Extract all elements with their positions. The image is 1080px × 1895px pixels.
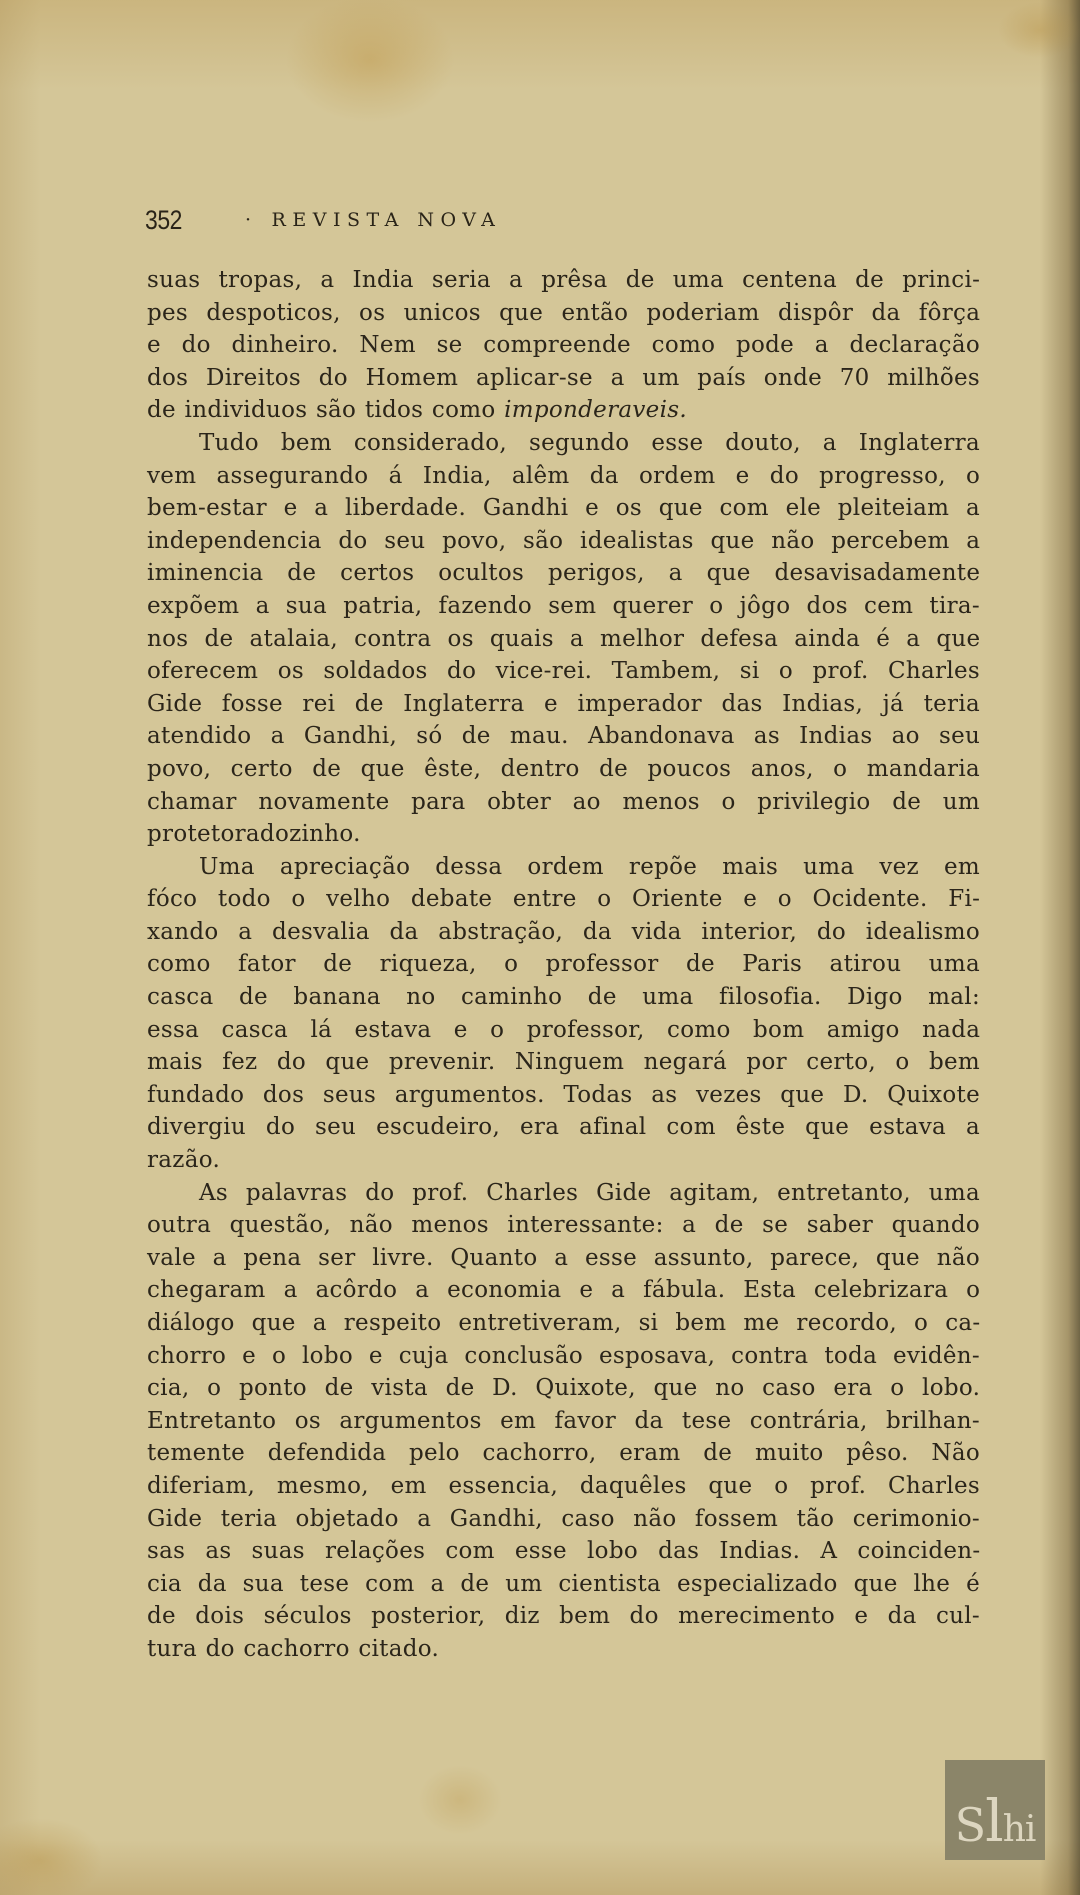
journal-title-text: REVISTA NOVA — [271, 209, 502, 231]
logo-letter-s: S — [954, 1798, 986, 1852]
text-line: outra questão, não menos interessante: a de se saber quando — [147, 1212, 980, 1239]
text-line: diálogo que a respeito entretiveram, si bem me recordo, o ca- — [147, 1310, 981, 1336]
running-header — [145, 205, 985, 241]
text-line: Gide fosse rei de Inglaterra e imperador das Indias, já teria — [147, 690, 980, 717]
text-line: temente defendida pelo cachorro, eram de muito pêso. Não — [147, 1440, 980, 1467]
text-line: essa casca lá estava e o professor, como bom amigo nada — [147, 1016, 981, 1043]
text-line: casca de banana no caminho de uma filosofia. Digo mal: — [147, 984, 980, 1011]
text-line: cia, o ponto de vista de D. Quixote, que no caso era o lobo. — [147, 1375, 981, 1402]
paragraph — [147, 851, 980, 1177]
text-line: chegaram a acôrdo a economia e a fábula. Esta celebrizara o — [147, 1277, 981, 1304]
text-line: bem-estar e a liberdade. Gandhi e os que com ele pleiteiam a — [147, 495, 980, 522]
text-line: povo, certo de que êste, dentro de poucos anos, o mandaria — [147, 755, 980, 782]
text-line: suas tropas, a India seria a prêsa de uma centena de princi- — [147, 267, 981, 293]
paragraph — [147, 264, 980, 427]
watermark-logo-text — [954, 1787, 1036, 1855]
text-line: mais fez do que prevenir. Ninguem negará por certo, o bem — [147, 1049, 980, 1076]
text-line: protetoradozinho. — [147, 821, 361, 848]
text-line: independencia do seu povo, são idealistas que não percebem a — [147, 527, 981, 554]
header-separator: · — [245, 209, 258, 231]
text-line: fundado dos seus argumentos. Todas as vezes que D. Quixote — [147, 1081, 980, 1108]
text-line: As palavras do prof. Charles Gide agitam, entretanto, uma — [199, 1179, 980, 1206]
journal-title — [245, 209, 501, 231]
text-line: razão. — [147, 1147, 221, 1174]
text-line: atendido a Gandhi, só de mau. Abandonava as Indias ao seu — [147, 723, 981, 750]
text-line: e do dinheiro. Nem se compreende como pode a declaração — [147, 332, 980, 359]
paragraph — [147, 427, 980, 851]
logo-letter-l: l — [985, 1787, 1003, 1855]
text-line: como fator de riqueza, o professor de Paris atirou uma — [147, 951, 980, 978]
text-line: nos de atalaia, contra os quais a melhor defesa ainda é a que — [147, 625, 981, 652]
text-line: expõem a sua patria, fazendo sem querer o jôgo dos cem tira- — [147, 592, 980, 619]
italic-term: imponderaveis. — [504, 397, 687, 424]
text-line: iminencia de certos ocultos perigos, a que desavisadamente — [147, 560, 981, 587]
text-line: tura do cachorro citado. — [147, 1635, 440, 1662]
page-number: 352 — [145, 205, 183, 235]
text-line: vem assegurando á India, alêm da ordem e do progresso, o — [147, 462, 981, 489]
text-line: cia da sua tese com a de um cientista especializado que lhe é — [147, 1570, 980, 1597]
text-line: diferiam, mesmo, em essencia, daquêles que o prof. Charles — [147, 1472, 980, 1499]
text-line: sas as suas relações com esse lobo das Indias. A coinciden- — [147, 1538, 981, 1565]
text-line: vale a pena ser livre. Quanto a esse assunto, parece, que não — [147, 1244, 980, 1271]
text-line: dos Direitos do Homem aplicar-se a um país onde 70 milhões — [147, 364, 980, 391]
watermark-logo — [945, 1760, 1045, 1860]
text-line: Entretanto os argumentos em favor da tese contrária, brilhan- — [147, 1407, 980, 1434]
text-line: pes despoticos, os unicos que então poderiam dispôr da fôrça — [147, 299, 981, 326]
text-line: Uma apreciação dessa ordem repõe mais uma vez em — [199, 853, 980, 880]
text-line: xando a desvalia da abstração, da vida interior, do idealismo — [147, 918, 980, 945]
logo-letters-hi: hi — [1002, 1809, 1036, 1850]
text-line: chamar novamente para obter ao menos o privilegio de um — [147, 788, 980, 815]
text-run: de individuos são tidos como — [147, 397, 505, 424]
text-line — [147, 394, 980, 427]
text-line: oferecem os soldados do vice-rei. Tambem, si o prof. Charles — [147, 658, 980, 685]
text-line: de dois séculos posterior, diz bem do merecimento e da cul- — [147, 1603, 980, 1630]
text-line: divergiu do seu escudeiro, era afinal com êste que estava a — [147, 1114, 980, 1141]
paragraph — [147, 1177, 980, 1666]
text-line: chorro e o lobo e cuja conclusão esposava, contra toda evidên- — [147, 1342, 980, 1369]
text-line: fóco todo o velho debate entre o Oriente e o Ocidente. Fi- — [147, 886, 981, 913]
text-line: Tudo bem considerado, segundo esse douto, a Inglaterra — [199, 429, 980, 456]
article-body — [147, 264, 980, 1666]
text-line: Gide teria objetado a Gandhi, caso não fossem tão cerimonio- — [147, 1505, 980, 1532]
